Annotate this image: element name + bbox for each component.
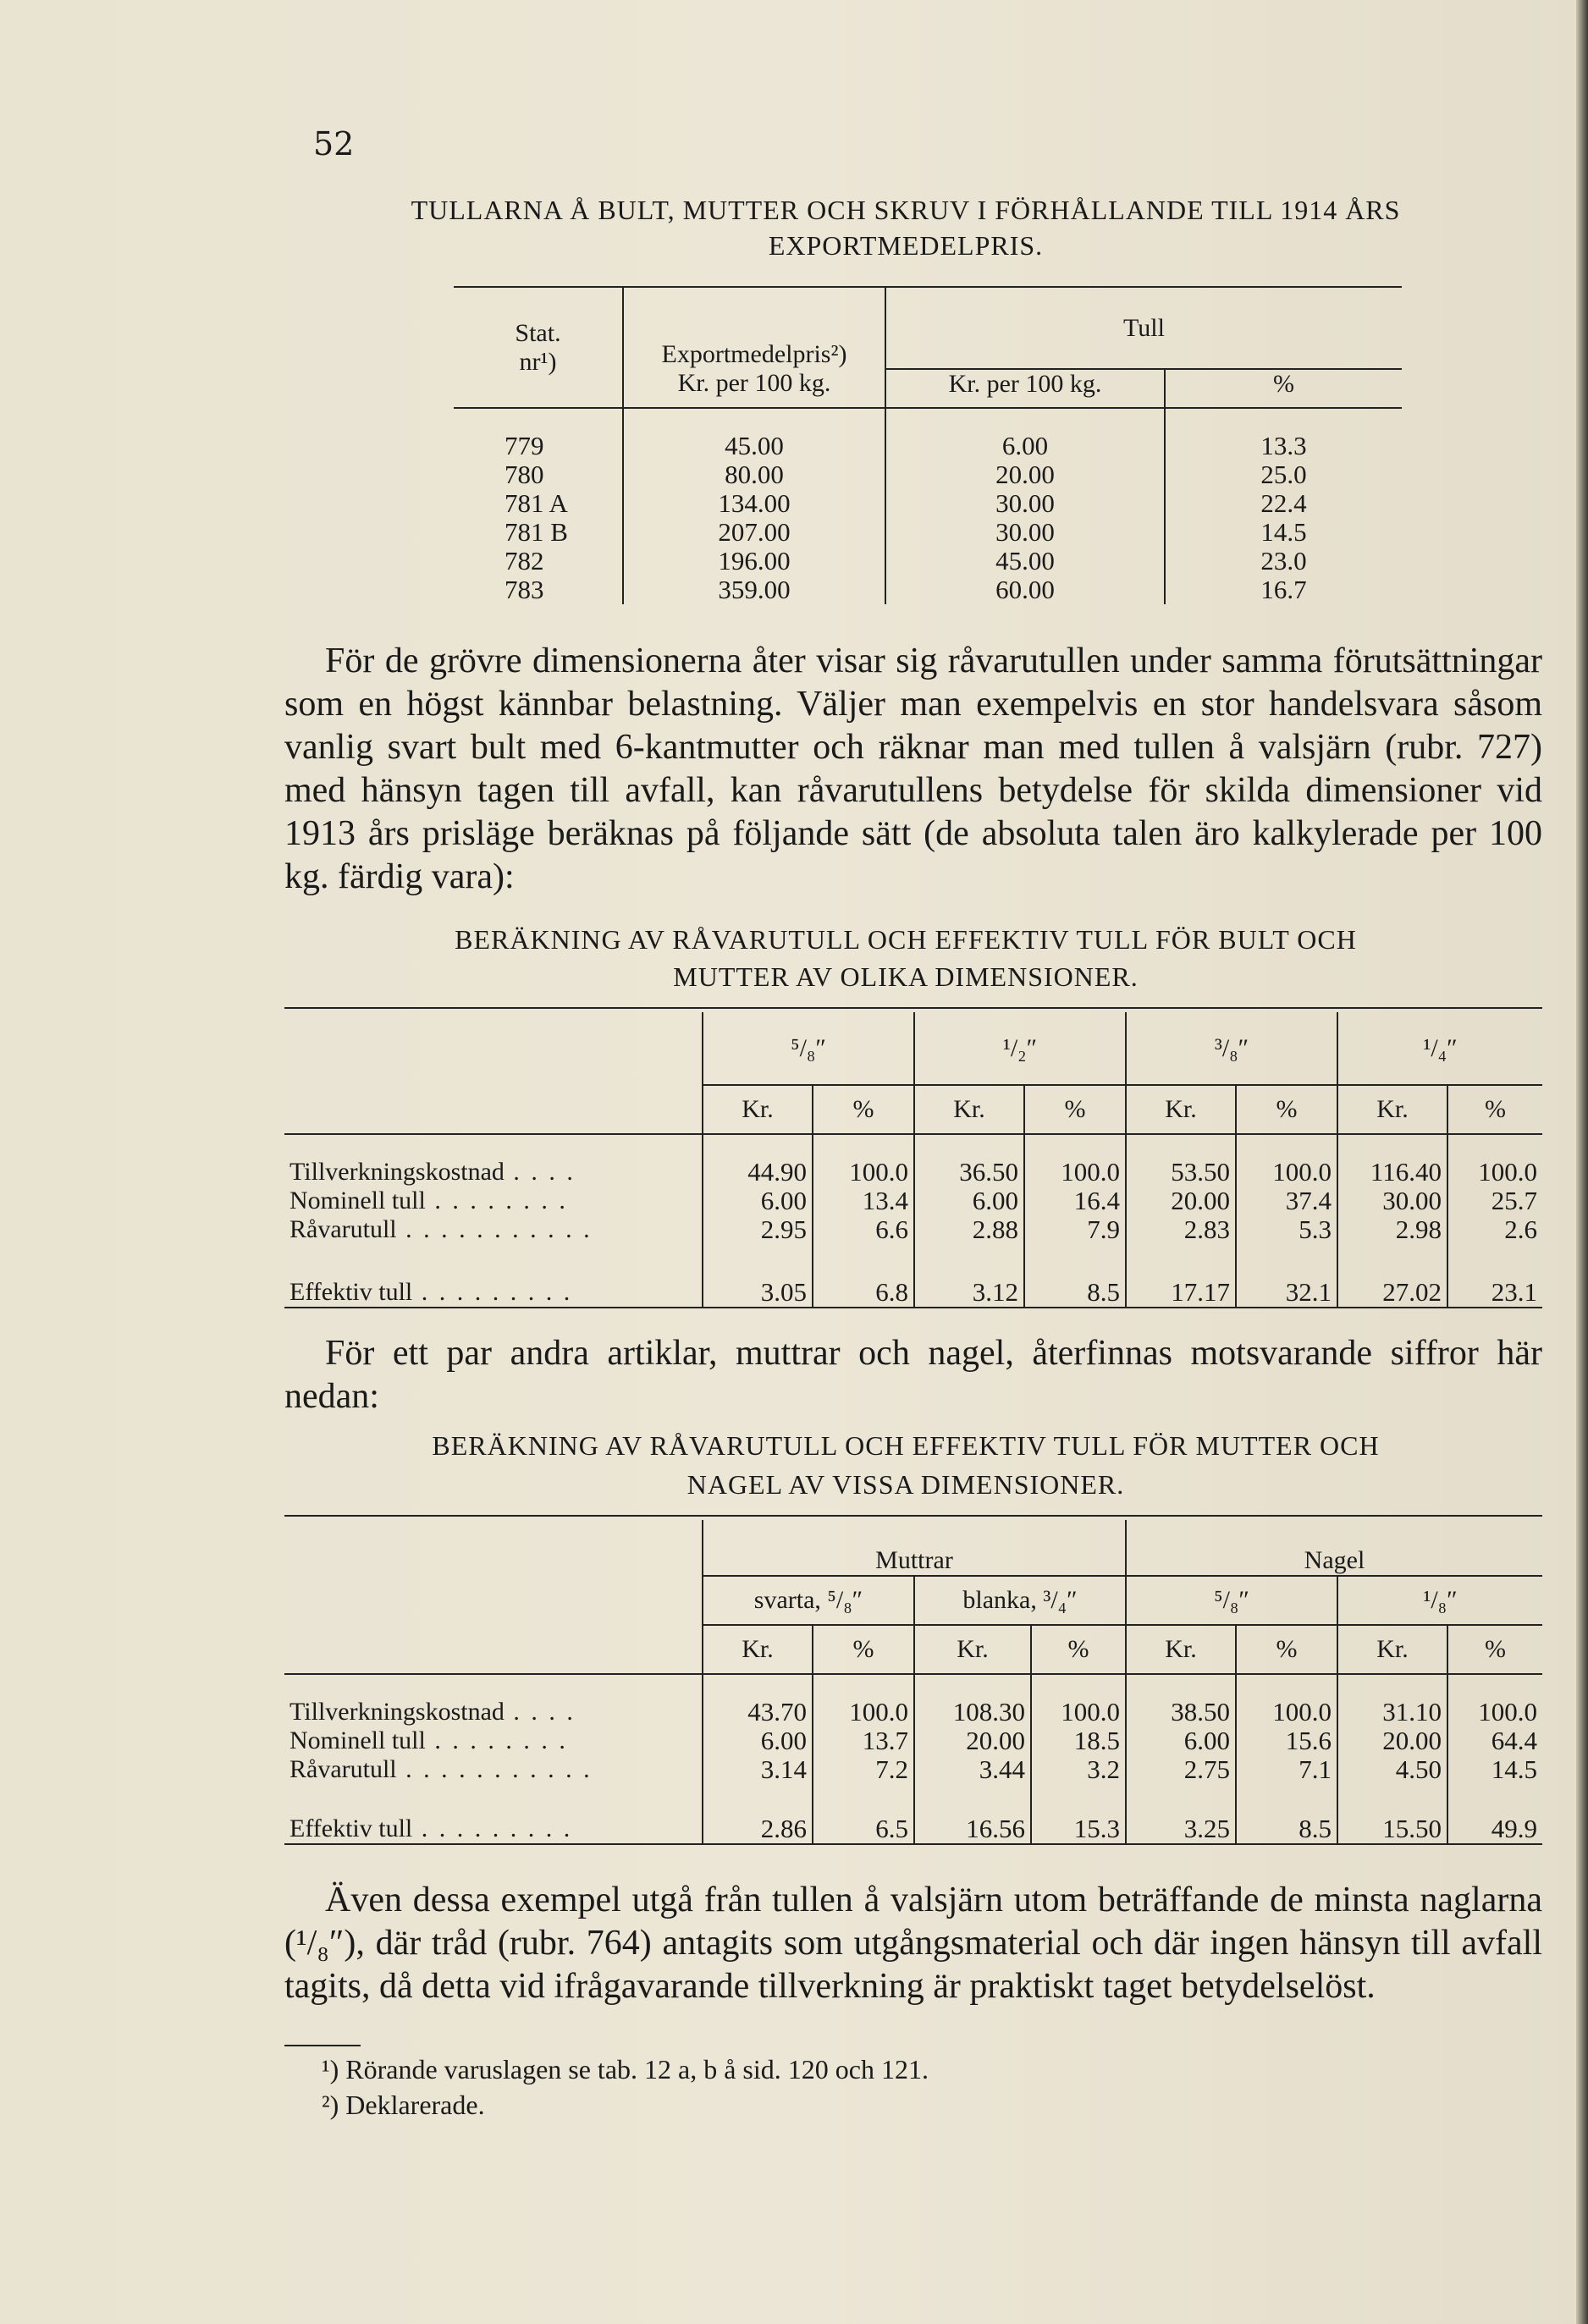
table3-sub-svarta: svarta, ⁵/₈″ [703, 1576, 914, 1625]
table3-pct: % [1485, 1635, 1506, 1663]
table1-header-tull-unit: Kr. per 100 kg. [885, 369, 1165, 408]
table-row: Råvarutull . . . . . . . . . . . 2.95 6.6 2.88 7.9 2.83 5.3 2.98 2.6 [284, 1215, 1542, 1244]
table-row: 781 A 134.00 30.00 22.4 [454, 489, 1402, 518]
table-row: Nominell tull . . . . . . . . 6.00 13.7 20.00 18.5 6.00 15.6 20.00 64.4 [284, 1726, 1542, 1755]
table3 [284, 1520, 1542, 1845]
footnote-1: ¹) Rörande varuslagen se tab. 12 a, b å sid. 120 och 121. [322, 2054, 929, 2084]
table3-kr: Kr. [1337, 1625, 1447, 1674]
table2-dim-1-2: ¹/₂″ [914, 1012, 1126, 1085]
table-row: Effektiv tull . . . . . . . . . 3.05 6.8 3.12 8.5 17.17 32.1 27.02 23.1 [284, 1278, 1542, 1308]
table1-header-export-unit: Kr. per 100 kg. [623, 369, 885, 408]
table-row: 783 359.00 60.00 16.7 [454, 575, 1402, 604]
table2-title-line2: MUTTER AV OLIKA DIMENSIONER. [673, 961, 1139, 992]
table2 [284, 1012, 1542, 1308]
table3-kr: Kr. [703, 1625, 813, 1674]
table3-sub-blanka: blanka, ³/₄″ [914, 1576, 1126, 1625]
table1-header-stat: Stat. [515, 318, 561, 347]
table2-dim-3-8: ³/₈″ [1126, 1012, 1337, 1085]
table2-pct: % [1024, 1085, 1126, 1134]
table1-header-tull: Tull [885, 288, 1402, 369]
page-edge-shadow [1576, 0, 1588, 2324]
table3-muttrar: Muttrar [703, 1520, 1126, 1576]
paragraph-1: För de grövre dimensionerna åter visar sig råvarutullen under samma förutsättningar som en högst kännbar belastning. Väljer man exempelvis en stor handelsvara såsom vanlig svart bult med 6-kantmutter och räknar man med tullen å valsjärn (rubr. 727) med hänsyn tagen till avfall, kan råvarutullens betydelse för skilda dimensioner vid 1913 års prisläge beräknas på följande sätt (de absoluta talen äro kalkylerade per 100 kg. färdig vara): [284, 642, 1542, 896]
table-row: 780 80.00 20.00 25.0 [454, 460, 1402, 489]
footnote-2: ²) Deklarerade. [322, 2090, 485, 2120]
table3-title-line1: BERÄKNING AV RÅVARUTULL OCH EFFEKTIV TULL FÖR MUTTER OCH [432, 1430, 1380, 1461]
table-row: Effektiv tull . . . . . . . . . 2.86 6.5 16.56 15.3 3.25 8.5 15.50 49.9 [284, 1815, 1542, 1844]
table1-header-export: Exportmedelpris²) [623, 288, 885, 369]
table2-kr: Kr. [914, 1085, 1024, 1134]
page-number: 52 [313, 125, 355, 162]
table1-title-line1: TULLARNA Å BULT, MUTTER OCH SKRUV I FÖRHÅLLANDE TILL 1914 ÅRS [411, 195, 1401, 225]
table2-pct: % [1485, 1095, 1506, 1123]
table2-pct: % [1236, 1085, 1337, 1134]
table2-kr: Kr. [703, 1085, 813, 1134]
table-row: 779 45.00 6.00 13.3 [454, 432, 1402, 460]
table3-sub-nagel-1-8: ¹/₈″ [1337, 1576, 1542, 1625]
table3-pct: % [1031, 1625, 1126, 1674]
table-row: Nominell tull . . . . . . . . 6.00 13.4 6.00 16.4 20.00 37.4 30.00 25.7 [284, 1187, 1542, 1215]
paragraph-3: Även dessa exempel utgå från tullen å valsjärn utom beträffande de minsta naglarna (¹/₈″), där tråd (rubr. 764) antagits som utgångsmaterial och där ingen hänsyn till avfall tagits, då detta vid ifrågavarande tillverkning är praktiskt taget betydelselöst. [284, 1881, 1542, 2006]
table1-header-nr: nr¹) [519, 347, 557, 376]
table1 [454, 288, 1402, 604]
table2-dim-5-8: ⁵/₈″ [703, 1012, 914, 1085]
table-row: 781 B 207.00 30.00 14.5 [454, 518, 1402, 547]
table2-pct: % [813, 1085, 914, 1134]
table-row: Tillverkningskostnad . . . . 44.90 100.0 36.50 100.0 53.50 100.0 116.40 100.0 [284, 1158, 1542, 1187]
table3-pct: % [1236, 1625, 1337, 1674]
table2-kr: Kr. [1126, 1085, 1236, 1134]
table3-sub-nagel-5-8: ⁵/₈″ [1126, 1576, 1337, 1625]
table3-title-line2: NAGEL AV VISSA DIMENSIONER. [686, 1469, 1125, 1500]
table-row: 782 196.00 45.00 23.0 [454, 547, 1402, 575]
paragraph-2: För ett par andra artiklar, muttrar och nagel, återfinnas motsvarande siffror här nedan: [284, 1334, 1542, 1416]
table3-nagel: Nagel [1126, 1520, 1542, 1576]
table-row: Tillverkningskostnad . . . . 43.70 100.0 108.30 100.0 38.50 100.0 31.10 100.0 [284, 1698, 1542, 1726]
table2-kr: Kr. [1337, 1085, 1447, 1134]
table1-header-pct: % [1273, 370, 1294, 398]
table2-dim-1-4: ¹/₄″ [1337, 1012, 1542, 1085]
table2-title-line1: BERÄKNING AV RÅVARUTULL OCH EFFEKTIV TULL FÖR BULT OCH [455, 924, 1357, 955]
table3-kr: Kr. [914, 1625, 1031, 1674]
table1-title-line2: EXPORTMEDELPRIS. [768, 230, 1044, 261]
table-row: Råvarutull . . . . . . . . . . . 3.14 7.2 3.44 3.2 2.75 7.1 4.50 14.5 [284, 1755, 1542, 1784]
table3-kr: Kr. [1126, 1625, 1236, 1674]
footnote-rule [284, 2045, 361, 2046]
table3-pct: % [813, 1625, 914, 1674]
